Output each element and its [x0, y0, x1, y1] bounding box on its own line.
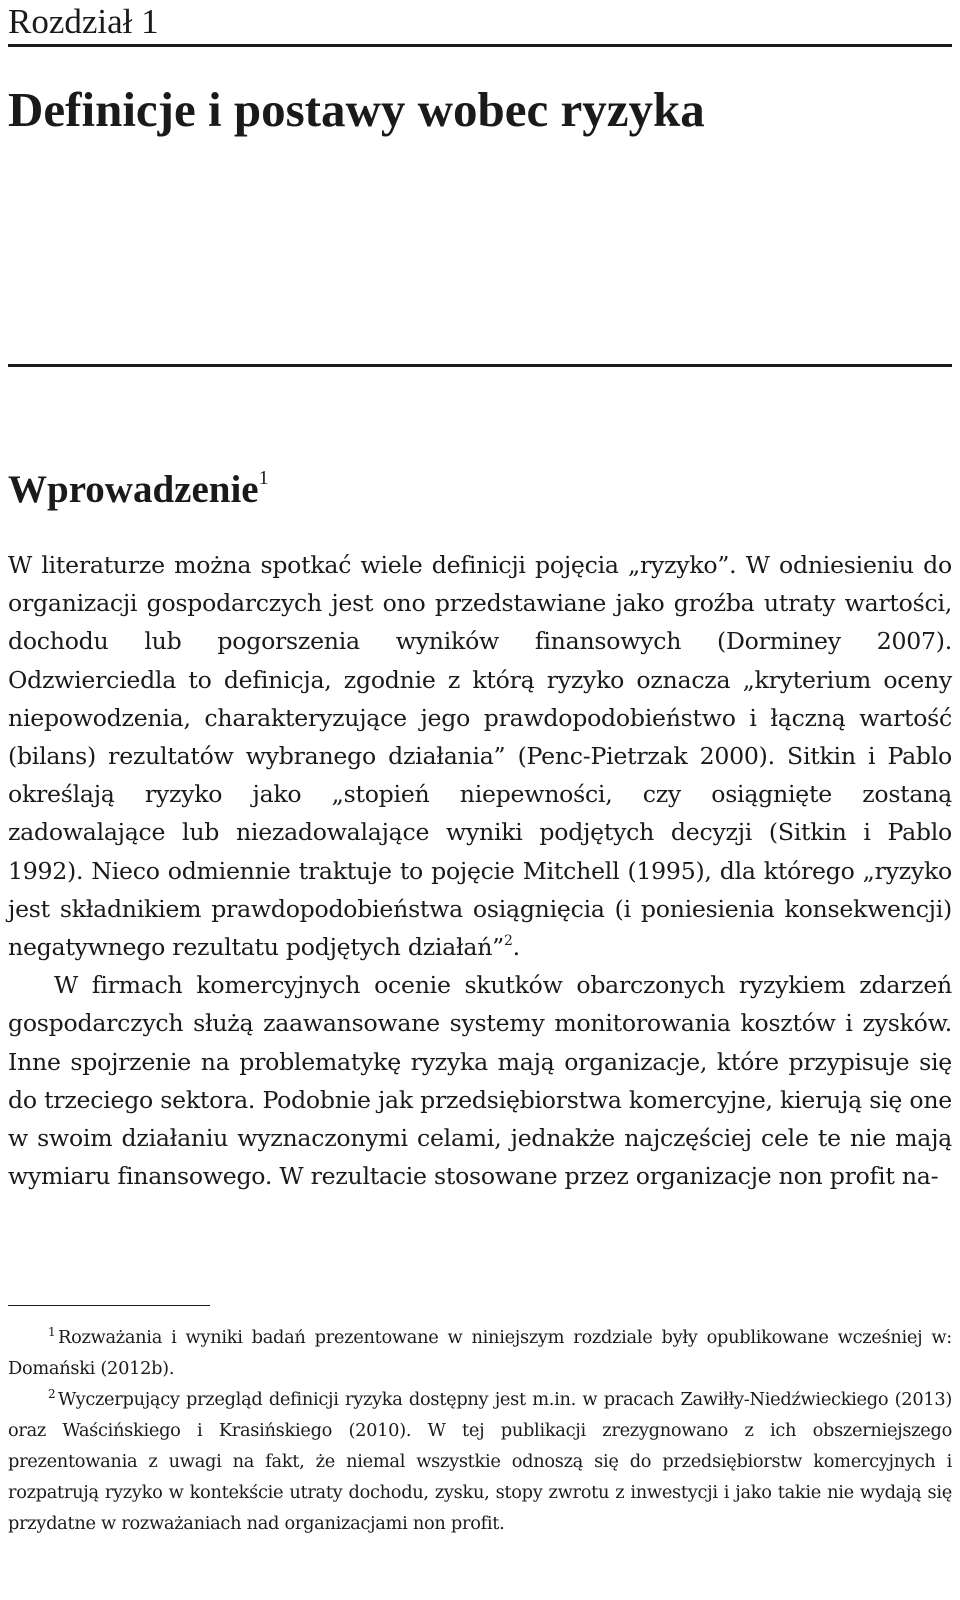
paragraph-1-text: W literaturze można spotkać wiele definicji pojęcia „ryzyko”. W odniesieniu do organizacji gospodarczych jest ono przedstawiane jako groźba utraty wartości, dochodu lub pogorszenia wyników finansowych (Dorminey 2007). Odzwierciedla to definicja, zgodnie z którą ryzyko oznacza „kryterium oceny niepowodzenia, charakteryzujące jego prawdopodobieństwo i łączną wartość (bilans) rezultatów wybranego działania” (Penc-Pietrzak 2000). Sitkin i Pablo określają ryzyko jako „stopień niepewności, czy osiągnięte zostaną zadowalające lub niezadowalające wyniki podjętych decyzji (Sitkin i Pablo 1992). Nieco odmiennie traktuje to pojęcie Mitchell (1995), dla którego „ryzyko jest składnikiem prawdopodobieństwa osiągnięcia (i poniesienia konsekwencji) negatywnego rezultatu podjętych działań” [8, 551, 952, 962]
footnote-text: Rozważania i wyniki badań prezentowane w niniejszym rozdziale były opublikowane wcześniej w: Domański (2012b). [8, 1327, 952, 1379]
footnote-1: 1 Rozważania i wyniki badań prezentowane w niniejszym rozdziale były opublikowane wcześniej w: Domański (2012b). [8, 1325, 952, 1379]
paragraph-1-end: . [512, 933, 520, 962]
footnote-text: Wyczerpujący przegląd definicji ryzyka dostępny jest m.in. w pracach Zawiłły-Niedźwieckiego (2013) oraz Waścińskiego i Krasińskiego (2010). W tej publikacji zrezygnowano z ich obszerniejszego prezentowania z uwagi na fakt, że niemal wszystkie odnoszą się do przedsiębiorstw komercyjnych i rozpatrują ryzyko w kontekście utraty dochodu, zysku, stopy zwrotu z inwestycji i jako takie nie wydają się przydatne w rozważaniach nad organizacjami non profit. [8, 1389, 952, 1534]
footnote-ref-1[interactable]: 1 [258, 467, 269, 489]
paragraph-2: W firmach komercyjnych ocenie skutków obarczonych ryzykiem zdarzeń gospodarczych służą zaawansowane systemy monitorowania kosztów i zysków. Inne spojrzenie na problematykę ryzyka mają organizacje, które przypisuje się do trzeciego sektora. Podobnie jak przedsiębiorstwa komercyjne, kierują się one w swoim działaniu wyznaczonymi celami, jednakże najczęściej cele te nie mają wymiaru finansowego. W rezultacie stosowane przez organizacje non profit na- [8, 971, 952, 1191]
chapter-rule-bottom [8, 364, 952, 367]
footnote-2: 2 Wyczerpujący przegląd definicji ryzyka dostępny jest m.in. w pracach Zawiłły-Niedźwieckiego (2013) oraz Waścińskiego i Krasińskiego (2010). W tej publikacji zrezygnowano z ich obszerniejszego prezentowania z uwagi na fakt, że niemal wszystkie odnoszą się do przedsiębiorstw komercyjnych i rozpatrują ryzyko w kontekście utraty dochodu, zysku, stopy zwrotu z inwestycji i jako takie nie wydają się przydatne w rozważaniach nad organizacjami non profit. [8, 1387, 952, 1534]
chapter-rule-top [8, 44, 952, 47]
footnote-ref-2[interactable]: 2 [503, 933, 513, 950]
paragraph-1 [8, 546, 952, 966]
footnotes [8, 1322, 952, 1539]
body-text [8, 546, 952, 1195]
footnote-separator [8, 1305, 210, 1306]
section-title [8, 466, 269, 514]
chapter-title: Definicje i postawy wobec ryzyka [8, 82, 705, 137]
chapter-label: Rozdział 1 [8, 2, 159, 41]
section-title-text: Wprowadzenie [8, 468, 259, 511]
